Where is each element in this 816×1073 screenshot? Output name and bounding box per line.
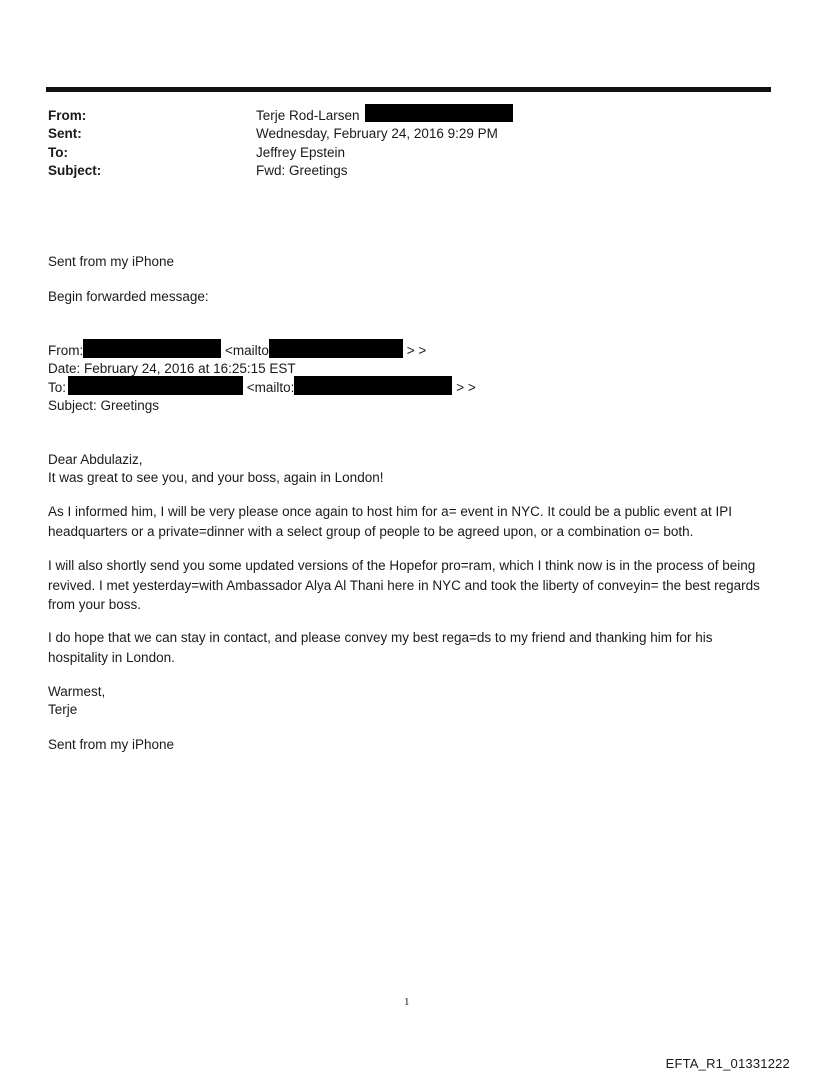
sent-from-iphone: Sent from my iPhone — [48, 254, 175, 269]
fwd-from-line — [48, 341, 426, 361]
subject-value: Fwd: Greetings — [256, 163, 348, 178]
fwd-from-label: From: — [48, 343, 84, 358]
fwd-to-mailto: <mailto: — [246, 380, 295, 395]
to-value: Jeffrey Epstein — [256, 145, 346, 160]
fwd-subject: Subject: Greetings — [48, 398, 160, 413]
greeting: Dear Abdulaziz, — [48, 452, 143, 467]
paragraph-2: I will also shortly send you some updated versions of the Hopefor pro=ram, which I think now is in the process of being revived. I met yesterday=with Ambassador Alya Al Thani here in NYC and took the liberty of conveyin= the best regards from your boss. — [48, 558, 760, 612]
paragraph-3: I do hope that we can stay in contact, and please convey my best rega=ds to my friend and thanking him for his hospitality in London. — [48, 630, 713, 665]
fwd-from-mailto: <mailto — [225, 343, 269, 358]
fwd-to-line — [48, 378, 476, 398]
redaction-box — [269, 339, 403, 358]
from-label: From: — [48, 108, 87, 123]
sent-label: Sent: — [48, 126, 82, 141]
sent-from-iphone-2: Sent from my iPhone — [48, 737, 175, 752]
redaction-box — [68, 376, 243, 395]
sent-value: Wednesday, February 24, 2016 9:29 PM — [256, 126, 498, 141]
subject-label: Subject: — [48, 163, 102, 178]
begin-forwarded: Begin forwarded message: — [48, 289, 209, 304]
from-name: Terje Rod-Larsen — [256, 108, 360, 123]
document-id: EFTA_R1_01331222 — [665, 1056, 790, 1071]
intro-line: It was great to see you, and your boss, again in London! — [48, 470, 384, 485]
fwd-to-label: To: — [48, 380, 67, 395]
from-value — [256, 108, 513, 123]
to-label: To: — [48, 145, 68, 160]
signature: Terje — [48, 702, 78, 717]
fwd-date: Date: February 24, 2016 at 16:25:15 EST — [48, 361, 296, 376]
redaction-box — [365, 104, 513, 122]
fwd-to-close: > > — [456, 380, 476, 395]
header-rule — [46, 87, 771, 92]
fwd-from-close: > > — [406, 343, 427, 358]
closing: Warmest, — [48, 684, 106, 699]
page-number: 1 — [404, 996, 410, 1008]
redaction-box — [83, 339, 221, 358]
paragraph-1: As I informed him, I will be very please once again to host him for a= event in NYC. It could be a public event at IPI headquarters or a private=dinner with a select group of people to be agreed upon, or a combination o= both. — [48, 504, 732, 539]
redaction-box — [294, 376, 452, 395]
